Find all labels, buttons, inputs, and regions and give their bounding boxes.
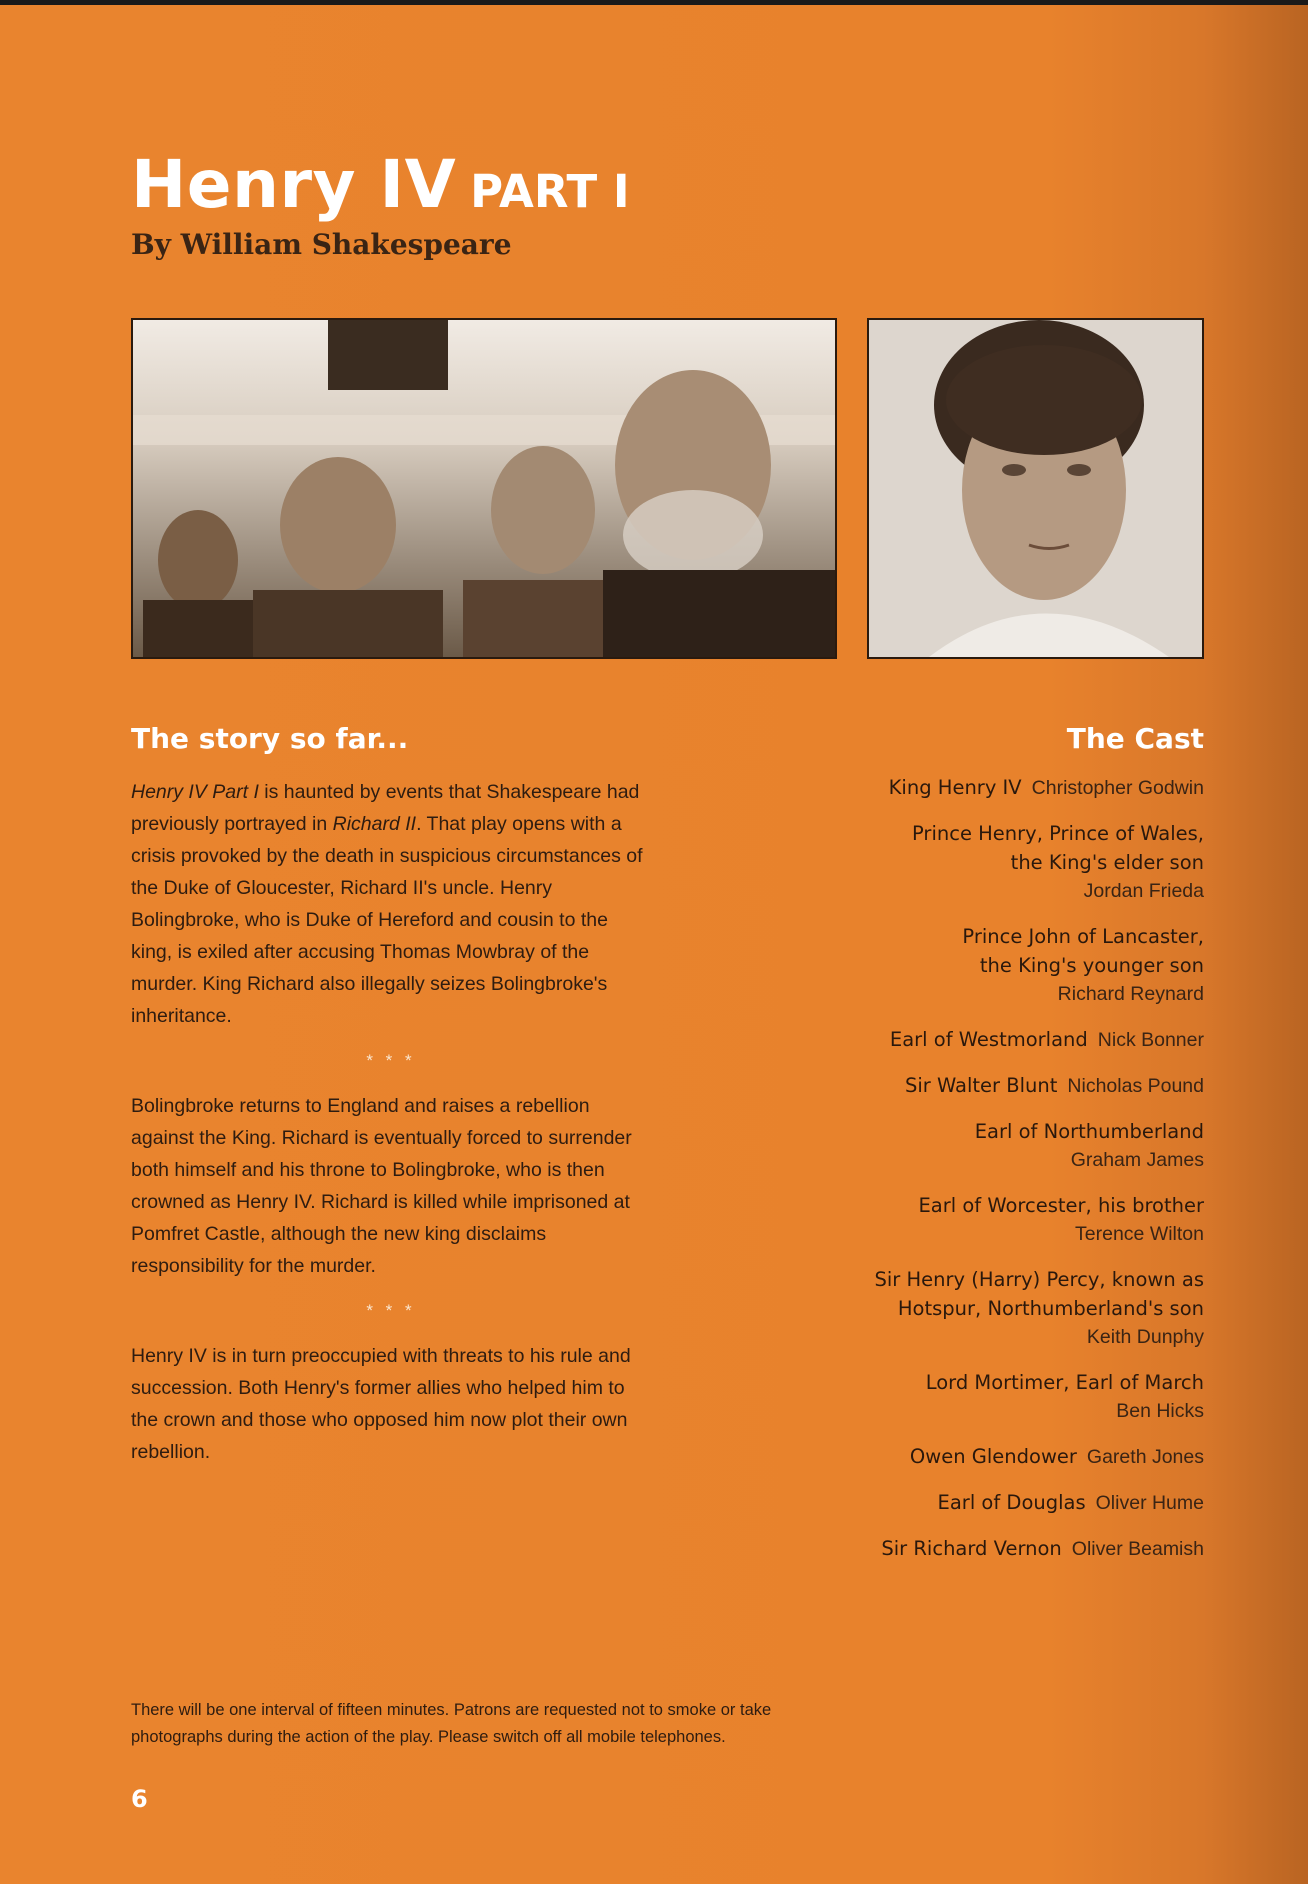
- top-edge-line: [0, 0, 1308, 5]
- cast-role: Earl of Worcester, his brother: [918, 1194, 1204, 1217]
- story-paragraph-1: [131, 776, 651, 1032]
- richard-ii-italic: Richard II: [332, 813, 417, 835]
- cast-role: Owen Glendower: [909, 1445, 1077, 1468]
- cast-item: [804, 1191, 1204, 1249]
- cast-role: King Henry IV: [888, 776, 1022, 799]
- cast-list: [804, 773, 1204, 1580]
- cast-role: Sir Henry (Harry) Percy, known as: [874, 1268, 1204, 1291]
- cast-actor: Keith Dunphy: [1086, 1326, 1204, 1348]
- cast-role: Sir Walter Blunt: [904, 1074, 1058, 1097]
- cast-item: [804, 1265, 1204, 1352]
- cast-actor: Oliver Hume: [1095, 1492, 1204, 1514]
- cast-item: [804, 1368, 1204, 1426]
- cast-role: Earl of Northumberland: [974, 1120, 1204, 1143]
- cast-actor: Nick Bonner: [1097, 1029, 1204, 1051]
- audience-notice: There will be one interval of fifteen minutes. Patrons are requested not to smoke or take photographs during the action of the play. Please switch off all mobile telephones.: [131, 1701, 772, 1746]
- actor-portrait-photo: [867, 318, 1204, 659]
- cast-actor: Gareth Jones: [1086, 1446, 1204, 1468]
- cast-item: [804, 819, 1204, 906]
- story-paragraph-3: Henry IV is in turn preoccupied with threats to his rule and succession. Both Henry's former allies who helped him to the crown and those who opposed him now plot their own rebellion.: [131, 1345, 631, 1463]
- cast-role: Prince Henry, Prince of Wales,: [912, 822, 1204, 845]
- cast-item: [804, 1488, 1204, 1518]
- cast-role: Sir Richard Vernon: [881, 1537, 1062, 1560]
- title-part: PART I: [470, 165, 630, 218]
- cast-item: [804, 1442, 1204, 1472]
- cast-item: [804, 922, 1204, 1009]
- story-p1-part-a: is haunted by events that Shakespeare had previously portrayed in: [131, 781, 640, 835]
- cast-actor: Jordan Frieda: [1083, 880, 1204, 902]
- page-number: 6: [131, 1785, 148, 1813]
- cast-role: Earl of Douglas: [937, 1491, 1086, 1514]
- cast-actor: Christopher Godwin: [1031, 777, 1204, 799]
- story-paragraph-2: Bolingbroke returns to England and raises a rebellion against the King. Richard is eventually forced to surrender both himself and his throne to Bolingbroke, who is then crowned as Henry IV. Richard is killed while imprisoned at Pomfret Castle, although the new king disclaims responsibility for the murder.: [131, 1095, 632, 1277]
- page-title: [131, 145, 1031, 225]
- cast-role-line-2: the King's younger son: [979, 954, 1204, 977]
- author-byline: By William Shakespeare: [131, 228, 512, 261]
- cast-item: [804, 1025, 1204, 1055]
- cast-actor: Ben Hicks: [1116, 1400, 1204, 1422]
- story-heading: The story so far...: [131, 722, 409, 755]
- section-separator: * * *: [366, 1051, 416, 1070]
- title-main: Henry IV: [131, 146, 457, 223]
- cast-heading: The Cast: [1066, 722, 1204, 755]
- story-body: [131, 776, 651, 1468]
- cast-role: Prince John of Lancaster,: [962, 925, 1204, 948]
- cast-actor: Terence Wilton: [1075, 1223, 1204, 1245]
- cast-role-line-2: Hotspur, Northumberland's son: [897, 1297, 1204, 1320]
- cast-item: [804, 1071, 1204, 1101]
- story-p1-part-b: . That play opens with a crisis provoked by the death in suspicious circumstances of the Duke of Gloucester, Richard II's uncle. Henry Bolingbroke, who is Duke of Hereford and cousin to the king, is exiled after accusing Thomas Mowbray of the murder. King Richard also illegally seizes Bolingbroke's inheritance.: [131, 813, 643, 1027]
- portrait-photo-illustration: [869, 320, 1202, 657]
- group-photo-illustration: [133, 320, 835, 657]
- cast-item: [804, 773, 1204, 803]
- section-separator: * * *: [366, 1301, 416, 1320]
- cast-actor: Graham James: [1070, 1149, 1204, 1171]
- cast-role: Lord Mortimer, Earl of March: [925, 1371, 1204, 1394]
- cast-role-line-2: the King's elder son: [1010, 851, 1204, 874]
- cast-actor: Nicholas Pound: [1067, 1075, 1204, 1097]
- rehearsal-group-photo: [131, 318, 837, 659]
- cast-item: [804, 1534, 1204, 1564]
- play-title-italic: Henry IV Part I: [131, 781, 259, 803]
- cast-actor: Oliver Beamish: [1071, 1538, 1204, 1560]
- cast-role: Earl of Westmorland: [889, 1028, 1088, 1051]
- cast-item: [804, 1117, 1204, 1175]
- cast-actor: Richard Reynard: [1057, 983, 1204, 1005]
